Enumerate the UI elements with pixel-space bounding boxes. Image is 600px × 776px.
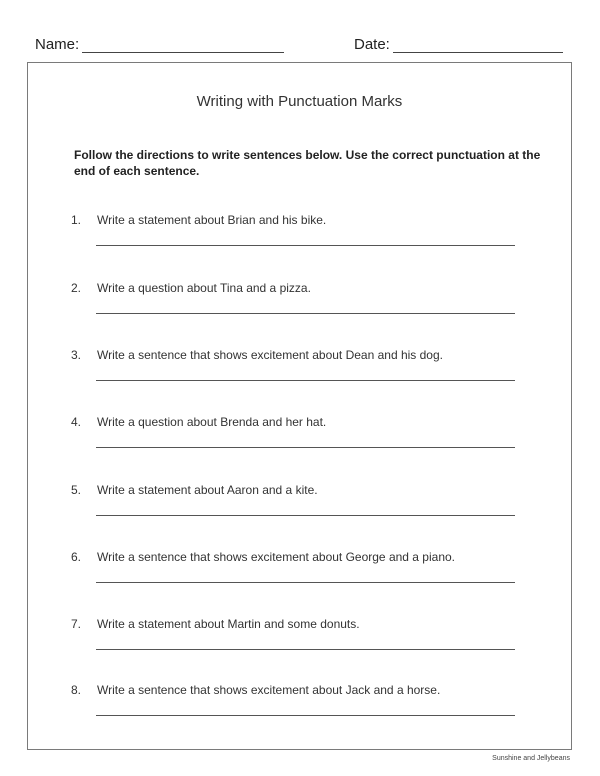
answer-line[interactable] xyxy=(96,515,515,516)
footer-credit: Sunshine and Jellybeans xyxy=(492,755,570,762)
item-prompt: Write a sentence that shows excitement about George and a piano. xyxy=(97,550,455,564)
answer-line[interactable] xyxy=(96,313,515,314)
list-item xyxy=(71,415,521,455)
item-number: 3. xyxy=(71,348,82,362)
answer-line[interactable] xyxy=(96,380,515,381)
item-prompt: Write a statement about Martin and some donuts. xyxy=(97,617,360,631)
answer-line[interactable] xyxy=(96,447,515,448)
date-field[interactable] xyxy=(354,36,563,53)
name-field[interactable] xyxy=(35,36,284,53)
list-item xyxy=(71,281,521,321)
directions-text: Follow the directions to write sentences below. Use the correct punctuation at the end of each sentence. xyxy=(74,148,541,178)
list-item xyxy=(71,617,521,657)
item-prompt: Write a question about Brenda and her hat. xyxy=(97,415,327,429)
worksheet-frame xyxy=(27,62,572,750)
name-label: Name: xyxy=(35,36,80,53)
list-item xyxy=(71,483,521,523)
item-prompt: Write a statement about Brian and his bike. xyxy=(97,213,327,227)
item-prompt: Write a statement about Aaron and a kite. xyxy=(97,483,318,497)
name-blank-line[interactable] xyxy=(82,37,284,53)
item-number: 4. xyxy=(71,415,82,429)
item-number: 5. xyxy=(71,483,82,497)
item-prompt: Write a question about Tina and a pizza. xyxy=(97,281,311,295)
list-item xyxy=(71,550,521,590)
worksheet-title: Writing with Punctuation Marks xyxy=(196,93,403,110)
list-item xyxy=(71,213,521,253)
list-item xyxy=(71,683,521,723)
answer-line[interactable] xyxy=(96,715,515,716)
date-blank-line[interactable] xyxy=(393,37,563,53)
item-number: 7. xyxy=(71,617,82,631)
item-number: 1. xyxy=(71,213,82,227)
item-prompt: Write a sentence that shows excitement about Jack and a horse. xyxy=(97,683,441,697)
date-label: Date: xyxy=(354,36,390,53)
list-item xyxy=(71,348,521,388)
item-number: 2. xyxy=(71,281,82,295)
item-number: 8. xyxy=(71,683,82,697)
answer-line[interactable] xyxy=(96,649,515,650)
answer-line[interactable] xyxy=(96,245,515,246)
answer-line[interactable] xyxy=(96,582,515,583)
item-number: 6. xyxy=(71,550,82,564)
item-prompt: Write a sentence that shows excitement about Dean and his dog. xyxy=(97,348,443,362)
